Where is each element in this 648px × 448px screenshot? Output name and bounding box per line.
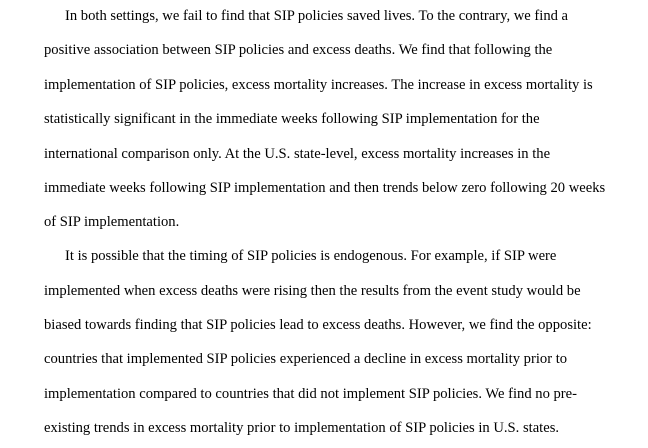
text-line: In both settings, we fail to find that SIP policies saved lives. To the contrary, we find a bbox=[65, 8, 569, 24]
text-line: countries that implemented SIP policies experienced a decline in excess mortality prior to bbox=[44, 351, 568, 367]
text-line: of SIP implementation. bbox=[44, 214, 180, 230]
text-line: positive association between SIP policies and excess deaths. We find that following the bbox=[44, 42, 553, 58]
text-line: international comparison only. At the U.S. state-level, excess mortality increases in the bbox=[44, 146, 551, 162]
text-line: implementation compared to countries that did not implement SIP policies. We find no pre- bbox=[44, 386, 578, 402]
text-line: implementation of SIP policies, excess mortality increases. The increase in excess mortality is bbox=[44, 77, 593, 93]
text-line: implemented when excess deaths were rising then the results from the event study would be bbox=[44, 283, 581, 299]
text-line: existing trends in excess mortality prior to implementation of SIP policies in U.S. states. bbox=[44, 420, 560, 436]
text-line: immediate weeks following SIP implementation and then trends below zero following 20 weeks bbox=[44, 180, 606, 196]
text-line: biased towards finding that SIP policies lead to excess deaths. However, we find the opposite: bbox=[44, 317, 592, 333]
text-line: statistically significant in the immediate weeks following SIP implementation for the bbox=[44, 111, 540, 127]
text-line: It is possible that the timing of SIP policies is endogenous. For example, if SIP were bbox=[65, 248, 557, 264]
